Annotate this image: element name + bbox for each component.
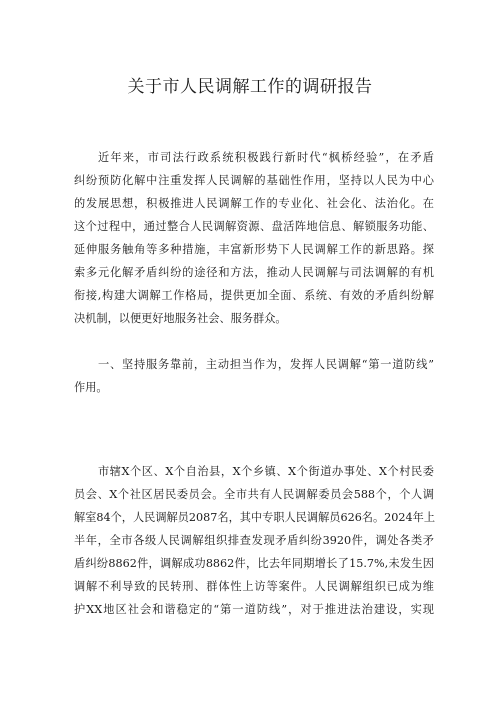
paragraph-line: 延伸服务触角等多种措施，丰富新形势下人民调解工作的新思路。探 [74,243,434,256]
paragraph-line: 索多元化解矛盾纠纷的途径和方法，推动人民调解与司法调解的有机 [74,266,434,279]
paragraph-line: 半年，全市各级人民调解组织排查发现矛盾纠纷3920件，调处各类矛 [74,534,434,547]
section-heading-line: 一、坚持服务靠前，主动担当作为，发挥人民调解“第一道防线” [98,358,434,371]
section-heading-line: 作用。 [74,381,108,394]
document-title: 关于市人民调解工作的调研报告 [127,77,373,97]
paragraph-line: 市辖X个区、X个自治县，X个乡镇、X个街道办事处、X个村民委 [98,465,434,478]
paragraph-line: 纠纷预防化解中注重发挥人民调解的基础性作用，坚持以人民为中心 [74,174,434,187]
paragraph-line: 的发展思想，积极推进人民调解工作的专业化、社会化、法治化。在 [74,197,434,210]
paragraph-line: 护XX地区社会和谐稳定的“第一道防线”，对于推进法治建设，实现 [74,603,434,616]
paragraph-line: 衔接,构建大调解工作格局，提供更加全面、系统、有效的矛盾纠纷解 [74,289,434,302]
paragraph-line: 员会、X个社区居民委员会。全市共有人民调解委员会588个，个人调 [74,488,434,501]
paragraph-line: 近年来，市司法行政系统积极践行新时代“枫桥经验”，在矛盾 [98,151,434,164]
paragraph-line: 这个过程中，通过整合人民调解资源、盘活阵地信息、解锁服务功能、 [74,220,434,233]
paragraph-line: 决机制，以便更好地服务社会、服务群众。 [74,312,287,325]
paragraph-line: 调解不利导致的民转刑、群体性上访等案件。人民调解组织已成为维 [74,580,434,593]
paragraph-line: 解室84个，人民调解员2087名，其中专职人民调解员626名。2024年上 [74,511,436,524]
paragraph-line: 盾纠纷8862件，调解成功8862件，比去年同期增长了15.7%,未发生因 [74,557,434,570]
